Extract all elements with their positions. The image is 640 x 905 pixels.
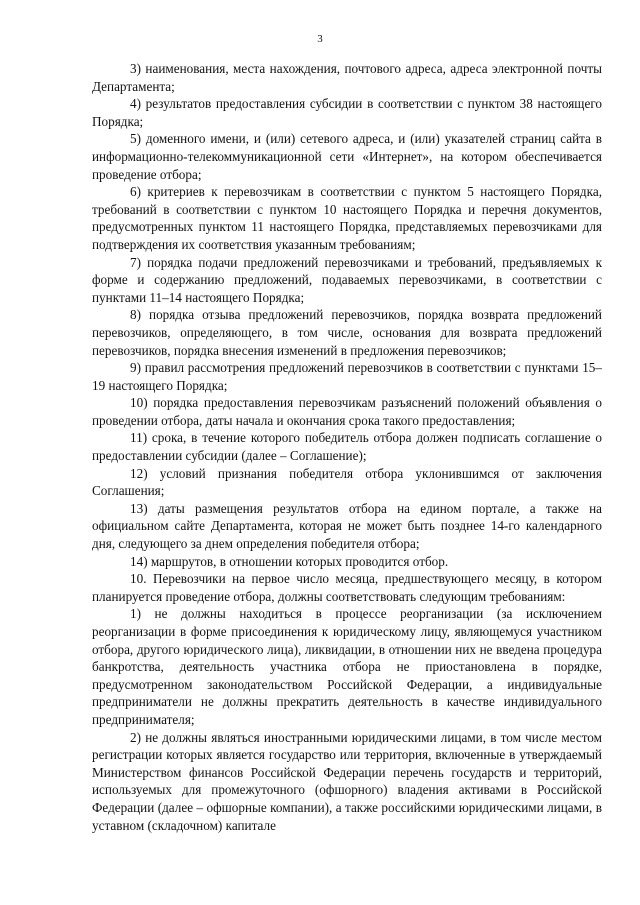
paragraph-item-12: 12) условий признания победителя отбора уклонившимся от заключения Соглашения; — [92, 465, 602, 499]
paragraph-item-4: 4) результатов предоставления субсидии в соответствии с пунктом 38 настоящего Порядка; — [92, 96, 602, 129]
paragraph-item-10: 10) порядка предоставления перевозчикам разъяснений положений объявления о проведении отбора, даты начала и окончания срока такого предоставления; — [92, 395, 602, 428]
paragraph-item-11: 11) срока, в течение которого победитель отбора должен подписать соглашение о предоставлении субсидии (далее – Соглашение); — [92, 430, 602, 464]
paragraph-item-9: 9) правил рассмотрения предложений перевозчиков в соответствии с пунктами 15–19 настоящего Порядка; — [92, 360, 602, 393]
paragraph-item-13: 13) даты размещения результатов отбора на едином портале, а также на официальном сайте Департамента, которая не может быть позднее 14-го календарного дня, следующего за днем определения победителя отбора; — [92, 500, 602, 552]
paragraph-clause-10: 10. Перевозчики на первое число месяца, предшествующего месяцу, в котором планируется проведение отбора, должны соответствовать следующим требованиям: — [92, 571, 602, 604]
paragraph-item-6: 6) критериев к перевозчикам в соответствии с пунктом 5 настоящего Порядка, требований в соответствии с пунктом 10 настоящего Порядка и перечня документов, предусмотренных пунктом 11 настоящего Порядка, представляемых перевозчиками для подтверждения их соответствия указанным требованиям; — [92, 184, 602, 252]
paragraph-item-7: 7) порядка подачи предложений перевозчиками и требований, предъявляемых к форме и содержанию предложений, подаваемых перевозчиками, в соответствии с пунктами 11–14 настоящего Порядка; — [92, 254, 602, 305]
paragraph-item-3: 3) наименования, места нахождения, почтового адреса, адреса электронной почты Департамента; — [92, 61, 602, 94]
document-body — [92, 60, 602, 834]
paragraph-item-8: 8) порядка отзыва предложений перевозчиков, порядка возврата предложений перевозчиков, определяющего, в том числе, основания для возврата предложений перевозчиков, порядка внесения изменений в предложения перевозчиков; — [92, 307, 602, 358]
paragraph-requirement-1: 1) не должны находиться в процессе реорганизации (за исключением реорганизации в форме присоединения к юридическому лицу, являющемуся участником отбора, другого юридического лица), ликвидации, в отношении них не введена процедура банкротства, деятельность участника отбора не приостановлена в порядке, предусмотренном законодательством Российской Федерации, а индивидуальные предприниматели не должны прекратить деятельность в качестве индивидуального предпринимателя; — [92, 606, 602, 727]
paragraph-requirement-2: 2) не должны являться иностранными юридическими лицами, в том числе местом регистрации которых является государство или территория, включенные в утверждаемый Министерством финансов Российской Федерации перечень государств и территорий, используемых для промежуточного (офшорного) владения активами в Российской Федерации (далее – офшорные компании), а также российскими юридическими лицами, в уставном (складочном) капитале — [92, 729, 602, 833]
page-number: 3 — [317, 33, 323, 45]
paragraph-item-14: 14) маршрутов, в отношении которых проводится отбор. — [130, 553, 449, 569]
paragraph-item-5: 5) доменного имени, и (или) сетевого адреса, и (или) указателей страниц сайта в информационно-телекоммуникационной сети «Интернет», на котором обеспечивается проведение отбора; — [92, 131, 602, 182]
